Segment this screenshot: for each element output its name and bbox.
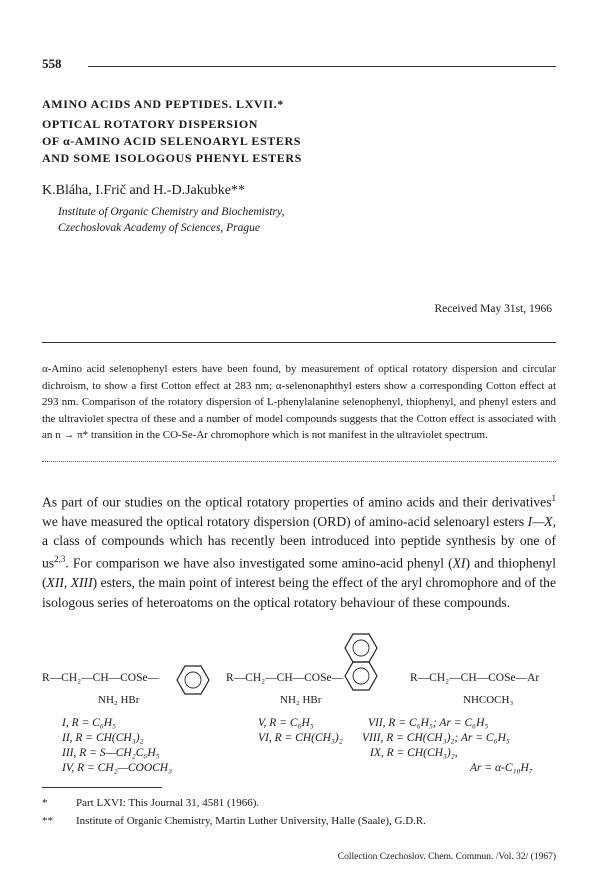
header-rule (88, 66, 556, 67)
body-part-1: As part of our studies on the optical rotatory properties of amino acids and their derivatives (42, 494, 552, 510)
list-2-item-1: V, R = C₆H₅ (258, 717, 314, 729)
body-paragraph (42, 489, 556, 612)
benzene-ring-icon (176, 664, 210, 696)
list-1-item-2: II, R = CH(CH₃)₂ (62, 732, 144, 744)
body-part-4: . For comparison we have also investigated some amino-acid phenyl ( (65, 555, 453, 571)
body-part-6: ) esters, the main point of interest being the effect of the aryl chromophore and of the isologous series of heteroatoms on the optical rotatory behaviour of these compounds. (42, 575, 556, 610)
list-3-item-4: Ar = α-C₁₀H₇ (470, 762, 533, 774)
title-line-4: AND SOME ISOLOGOUS PHENYL ESTERS (42, 151, 302, 165)
title-line-3: OF α-AMINO ACID SELENOARYL ESTERS (42, 134, 302, 148)
footnote-rule (42, 787, 162, 788)
structure-1-salt: NH₂ HBr (98, 694, 140, 706)
list-1-item-1: I, R = C₆H₅ (62, 717, 117, 729)
footnote-2-text: Institute of Organic Chemistry, Martin Luther University, Halle (Saale), G.D.R. (76, 815, 426, 827)
ref-1: 1 (551, 493, 556, 503)
list-1-item-3: III, R = S—CH₂C₆H₅ (62, 747, 160, 759)
affiliation-line-2: Czechoslovak Academy of Sciences, Prague (58, 222, 260, 234)
structure-2-salt: NH₂ HBr (280, 694, 322, 706)
abstract: α-Amino acid selenophenyl esters have been found, by measurement of optical rotatory dispersion and circular dichroism, to show a first Cotton effect at 283 nm; α-selenonaphthyl esters show a corresponding Cotton effect at 293 nm. Comparison of the rotatory dispersion of L-phenylalanine selenophenyl, thiophenyl, and phenyl esters and the ultraviolet spectra of these and a number of model compounds suggests that the Cotton effect is associated with an n → π* transition in the CO-Se-Ar chromophore which is not manifest in the ultraviolet spectrum. (42, 363, 556, 442)
footnote-2 (42, 815, 426, 827)
title-line-2: OPTICAL ROTATORY DISPERSION (42, 117, 259, 131)
footnote-2-mark: ** (42, 815, 53, 827)
body-part-3: , a class of compounds which has recently been introduced into peptide synthesis by one of us (42, 513, 556, 571)
journal-citation: Collection Czechoslov. Chem. Commun. /Vol. 32/ (1967) (337, 852, 556, 862)
authors: K.Bláha, I.Frič and H.-D.Jakubke** (42, 183, 245, 198)
structure-2-formula: R—CH₂—CH—COSe— (226, 672, 344, 684)
list-2-item-2: VI, R = CH(CH₃)₂ (258, 732, 343, 744)
naphthalene-ring-icon (344, 632, 380, 696)
list-3-item-2: VIII, R = CH(CH₃)₂; Ar = C₆H₅ (362, 732, 510, 744)
structure-1-formula: R—CH₂—CH—COSe— (42, 672, 160, 684)
abstract-top-rule (42, 342, 556, 343)
structure-3-substituent: NHCOCH₃ (463, 694, 514, 706)
compounds-3: XII, XIII (46, 575, 93, 591)
compounds-1: I—X (527, 513, 553, 529)
footnote-1 (42, 797, 259, 809)
body-part-5: ) and thiophenyl ( (42, 555, 556, 591)
ref-2: 2,3 (54, 554, 66, 565)
list-3-item-1: VII, R = C₆H₅; Ar = C₆H₅ (368, 717, 489, 729)
list-3-item-3: IX, R = CH(CH₃)₂, (370, 747, 458, 759)
affiliation-line-1: Institute of Organic Chemistry and Biochemistry, (58, 206, 285, 218)
list-1-item-4: IV, R = CH₂—COOCH₃ (62, 762, 173, 774)
page-number: 558 (42, 56, 62, 71)
abstract-bottom-rule (42, 461, 556, 462)
structure-3-formula: R—CH₂—CH—COSe—Ar (410, 672, 540, 684)
footnote-1-text: Part LXVI: This Journal 31, 4581 (1966). (76, 797, 260, 809)
received-date: Received May 31st, 1966 (434, 303, 552, 315)
body-part-2: we have measured the optical rotatory dispersion (ORD) of amino-acid selenoaryl esters (42, 513, 528, 529)
footnote-1-mark: * (42, 797, 48, 809)
title-line-1: AMINO ACIDS AND PEPTIDES. LXVII.* (42, 97, 284, 111)
compounds-2: XI (452, 555, 466, 571)
